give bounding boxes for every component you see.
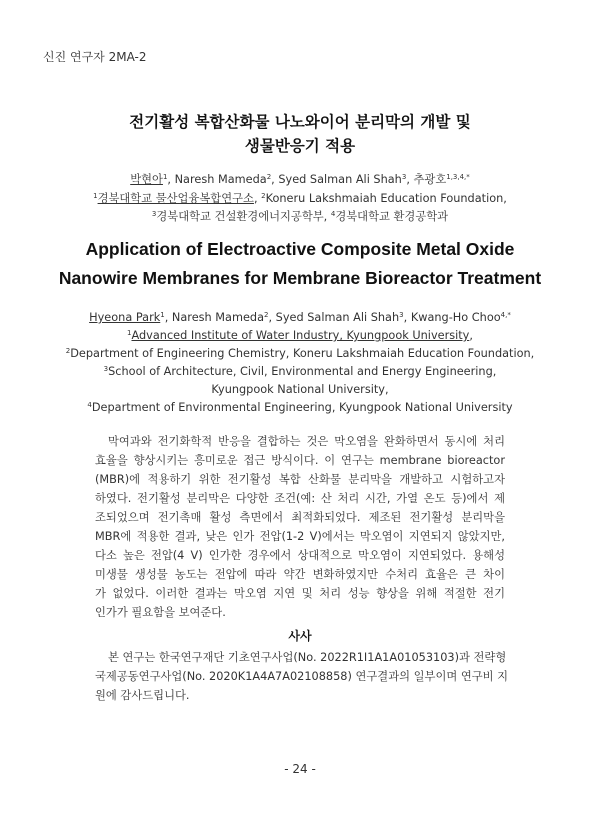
affil-sup: 1 [127,329,132,337]
author-name: Naresh Mameda [171,311,264,324]
korean-affiliation-line-1: $^1$경북대학교 물산업융복합연구소, $^2$Koneru Lakshmaiah Education Foundation, [93,192,507,205]
affil-sup: 4 [87,401,92,409]
affil-sup: 2 [261,192,266,200]
abstract-line: 하였다. 전기활성 분리막은 다양한 조건(예: 산 처리 시간, 가열 온도 등)에서 제 [95,492,505,505]
affiliation: Department of Environmental Engineering, Kyungpook National University [91,401,513,414]
session-code: 신진 연구자 2MA-2 [43,50,147,64]
abstract-line: 다소 높은 전압(4 V) 인가한 경우에서 상대적으로 막오염이 지연되었다. 용해성 [95,549,505,562]
affil-sup: 1 [162,173,168,181]
english-affiliation-line-3-cont: Kyungpook National University, [211,383,389,396]
acknowledgment-line: 국제공동연구사업(No. 2020K1A4A7A02108858) 연구결과의 일부이며 연구비 지 [95,670,509,683]
abstract-line: 인가가 필요함을 보여준다. [95,606,226,619]
acknowledgment-title: 사사 [288,629,312,643]
abstract-line: 막여과와 전기화학적 반응을 결합하는 것은 막오염을 완화하면서 동시에 처리 [108,435,505,448]
affiliation: 경북대학교 물산업융복합연구소 [97,192,254,205]
affiliation: School of Architecture, Civil, Environmental and Energy Engineering, [108,365,497,378]
affiliation: 경북대학교 환경공학과 [335,210,449,223]
korean-affiliation-line-2 [30,208,570,226]
acknowledgment-line: 본 연구는 한국연구재단 기초연구사업(No. 2022R1I1A1A01053103)과 전략형 [108,651,507,664]
affil-sup: 4 [330,210,336,218]
affil-sup: 1,3,4,* [446,173,470,181]
page-number: - 24 - [284,762,316,776]
abstract-line: 미생물 생성물 농도는 전압에 따라 약간 변화하였지만 수처리 효율은 큰 차이 [95,568,505,581]
korean-author-line: 박현아$^1$, Naresh Mameda$^2$, Syed Salman Ali Shah$^3$, 추광호$^{1,3,4,*}$ [130,173,470,186]
abstract-line: 조되었으며 전기촉매 활성 측면에서 최적화되었다. 제조된 전기활성 분리막을 [95,511,505,524]
affil-sup: 2 [266,173,272,181]
abstract-line: 가 없었다. 이러한 결과는 막오염 지연 및 처리 성능 향상을 위해 적절한 전기 [95,587,505,600]
english-affiliation-line-3 [30,363,570,381]
author-name: 박현아 [130,173,163,186]
affil-sup: 1 [160,311,165,319]
abstract-line: MBR에 적용한 결과, 낮은 인가 전압(1-2 V)에서는 막오염이 지연되지 않았지만, [95,530,505,543]
english-title-line-1: Application of Electroactive Composite Metal Oxide [85,239,515,259]
korean-title-line-1: 전기활성 복합산화물 나노와이어 분리막의 개발 및 [129,113,471,131]
author-name: 추광호 [413,173,447,186]
affil-sup: 2 [65,347,71,355]
affil-sup: 1 [93,192,98,200]
author-name: Syed Salman Ali Shah [278,173,402,186]
english-author-line: Hyeona Park$^1$, Naresh Mameda$^2$, Syed Salman Ali Shah$^3$, Kwang-Ho Choo$^{4,*}$ [89,311,511,324]
affil-sup: 4,* [500,311,511,319]
author-name: Kwang-Ho Choo [410,311,501,324]
affiliation: Department of Engineering Chemistry, Koneru Lakshmaiah Education Foundation, [70,347,535,360]
english-affiliation-line-4 [30,399,570,417]
author-name: Syed Salman Ali Shah [275,311,400,324]
affil-sup: 2 [264,311,269,319]
author-name: Naresh Mameda [174,173,267,186]
author-name: Hyeona Park [89,311,161,324]
affiliation: Advanced Institute of Water Industry, Kyungpook University [131,329,470,342]
affil-sup: 3 [399,311,404,319]
affiliation: 경북대학교 건설환경에너지공학부, [156,210,328,223]
english-affiliation-line-2 [30,345,570,363]
english-affiliation-line-1: $^1$Advanced Institute of Water Industry, Kyungpook University, [127,329,473,342]
affil-sup: 3 [401,173,407,181]
abstract-line: (MBR)에 적용하기 위한 전기활성 복합 산화물 분리막을 개발하고 시험하고자 [95,473,505,486]
korean-title-line-2: 생물반응기 적용 [244,137,356,155]
affil-sup: 3 [103,365,109,373]
abstract-line: 효율을 향상시키는 흥미로운 접근 방식이다. 이 연구는 membrane bioreactor [95,454,505,467]
acknowledgment-line: 원에 감사드립니다. [95,689,190,702]
affiliation: Koneru Lakshmaiah Education Foundation, [265,192,507,205]
english-title-line-2: Nanowire Membranes for Membrane Bioreactor Treatment [58,268,542,288]
affil-sup: 3 [151,210,157,218]
